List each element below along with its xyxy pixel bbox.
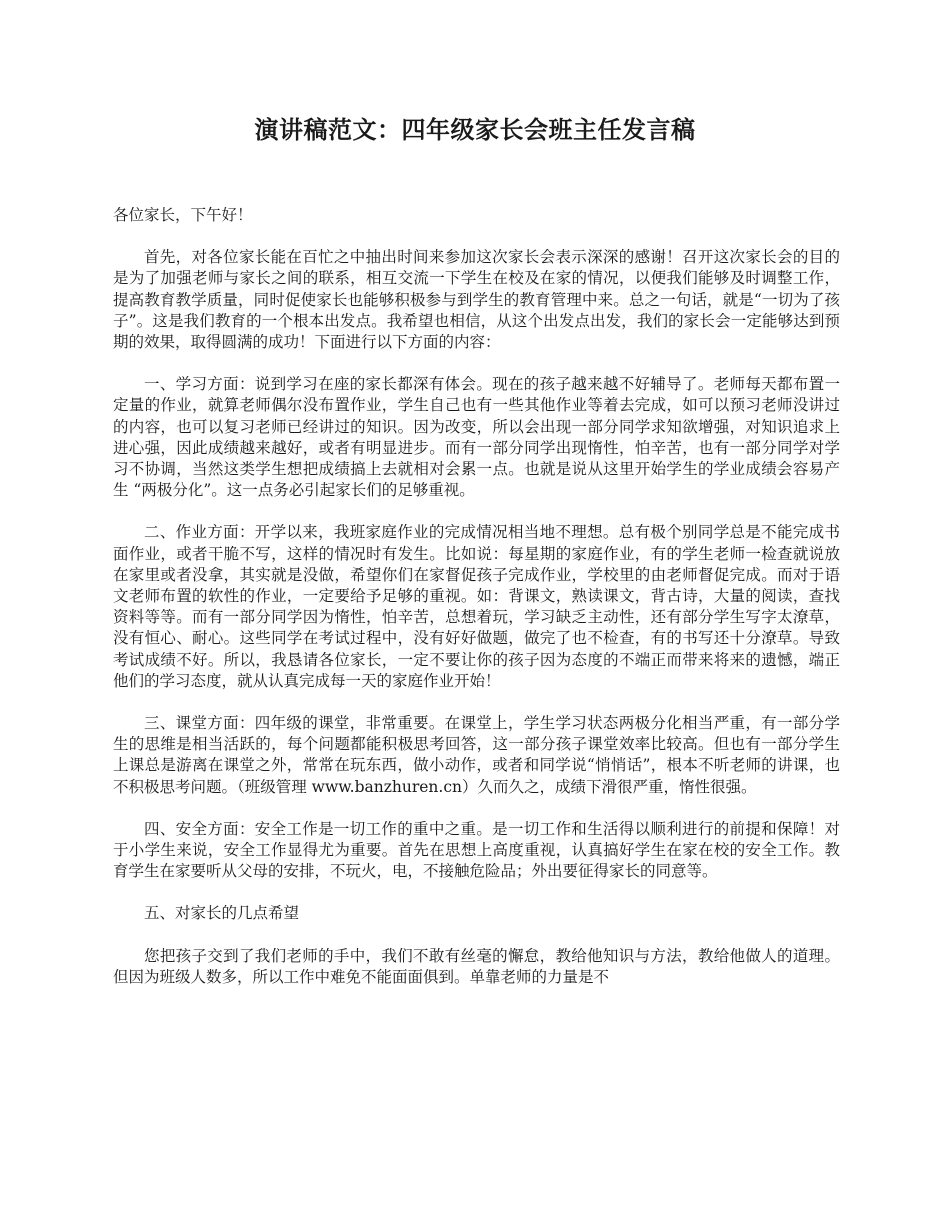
greeting-paragraph: 各位家长，下午好！ [113,206,253,224]
classroom-section-paragraph: 三、课堂方面：四年级的课堂，非常重要。在课堂上，学生学习状态两极分化相当严重，有一部分学生的思维是相当活跃的，每个问题都能积极思考回答，这一部分孩子课堂效率比较高。但也有一部分学生上课总是游离在课堂之外，常常在玩东西，做小动作，或者和同学说“悄悄话”，根本不听老师的讲课，也不积极思考问题。（班级管理 www.banzhuren.cn）久而久之，成绩下滑很严重，惰性很强。 [113,714,840,796]
parents-hopes-heading: 五、对家长的几点希望 [144,904,300,923]
parents-hopes-paragraph: 您把孩子交到了我们老师的手中，我们不敢有丝毫的懈怠，教给他知识与方法，教给他做人的道理。但因为班级人数多，所以工作中难免不能面面俱到。单靠老师的力量是不 [113,946,840,986]
document-title: 演讲稿范文：四年级家长会班主任发言稿 [254,115,696,144]
document-body [113,205,840,1009]
study-section-paragraph: 一、学习方面：说到学习在座的家长都深有体会。现在的孩子越来越不好辅导了。老师每天都布置一定量的作业，就算老师偶尔没布置作业，学生自己也有一些其他作业等着去完成，如可以预习老师没讲过的内容，也可以复习老师已经讲过的知识。因为改变，所以会出现一部分同学求知欲增强，对知识追求上进心强，因此成绩越来越好，或者有明显进步。而有一部分同学出现惰性，怕辛苦，也有一部分同学对学习不协调，当然这类学生想把成绩搞上去就相对会累一点。也就是说从这里开始学生的学业成绩会容易产生 “两极分化”。这一点务必引起家长们的足够重视。 [113,375,840,500]
intro-paragraph: 首先，对各位家长能在百忙之中抽出时间来参加这次家长会表示深深的感谢！召开这次家长会的目的是为了加强老师与家长之间的联系，相互交流一下学生在校及在家的情况，以便我们能够及时调整工作，提高教育教学质量，同时促使家长也能够积极参与到学生的教育管理中来。总之一句话，就是“一切为了孩子”。这是我们教育的一个根本出发点。我希望也相信，从这个出发点出发，我们的家长会一定能够达到预期的效果，取得圆满的成功！下面进行以下方面的内容： [113,248,840,352]
safety-section-paragraph: 四、安全方面：安全工作是一切工作的重中之重。是一切工作和生活得以顺利进行的前提和保障！对于小学生来说，安全工作显得尤为重要。首先在思想上高度重视，认真搞好学生在家在校的安全工作。教育学生在家要听从父母的安排，不玩火，电，不接触危险品；外出要征得家长的同意等。 [113,819,840,881]
homework-section-paragraph: 二、作业方面：开学以来，我班家庭作业的完成情况相当地不理想。总有极个别同学总是不能完成书面作业，或者干脆不写，这样的情况时有发生。比如说：每星期的家庭作业，有的学生老师一检查就说放在家里或者没拿，其实就是没做，希望你们在家督促孩子完成作业，学校里的由老师督促完成。而对于语文老师布置的软性的作业，一定要给予足够的重视。如：背课文，熟读课文，背古诗，大量的阅读，查找资料等等。而有一部分同学因为惰性，怕辛苦，总想着玩，学习缺乏主动性，还有部分学生写字太潦草，没有恒心、耐心。这些同学在考试过程中，没有好好做题，做完了也不检查，有的书写还十分潦草。导致考试成绩不好。所以，我恳请各位家长，一定不要让你的孩子因为态度的不端正而带来将来的遗憾，端正他们的学习态度，就从认真完成每一天的家庭作业开始！ [113,523,840,690]
